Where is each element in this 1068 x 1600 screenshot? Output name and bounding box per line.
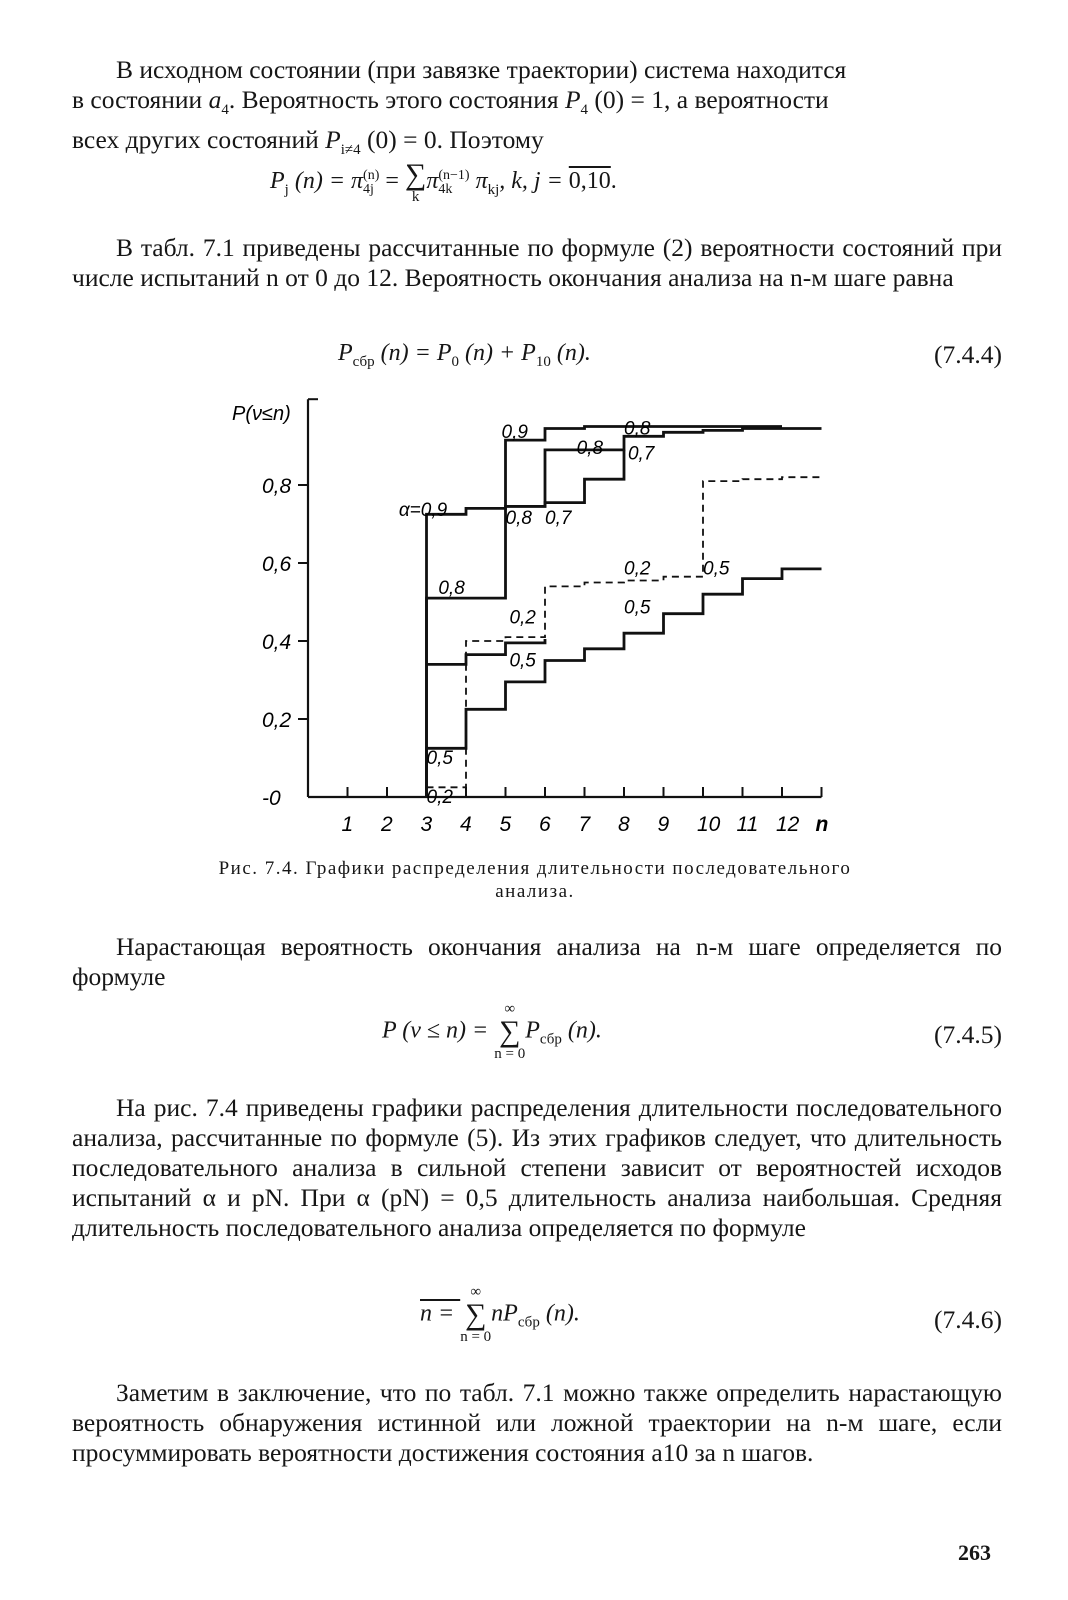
x-tick-label: 5: [499, 813, 512, 836]
formula-symbol: P: [338, 340, 353, 366]
subscript: 10: [535, 353, 551, 370]
formula-text: .: [610, 168, 617, 195]
formula-pj: [270, 160, 617, 205]
formula-psbr: [338, 340, 591, 371]
x-tick-label: 6: [539, 813, 551, 836]
x-tick-label: 1: [341, 813, 354, 836]
paragraph-figure-discussion: На рис. 7.4 приведены графики распределения длительности последовательного анализа, рассчитанные по формуле (5). Из этих графиков следует, что длительность последовательного анализа в сильной степени зависит от вероятностей исходов испытаний α и pN. При α (pN) = 0,5 длительность анализа наибольшая. Средняя длительность последовательного анализа определяется по формуле: [72, 1093, 1002, 1242]
symbol-a: a: [208, 85, 222, 114]
formula-mean-length: [420, 1285, 580, 1345]
subscript: 4: [221, 102, 229, 119]
sum-sign: ∞ ∑ n = 0: [494, 1001, 526, 1062]
subscript: j: [284, 181, 289, 198]
caption-line: анализа.: [495, 881, 575, 902]
formula-text: (n) = π: [288, 168, 364, 195]
formula-symbol: nP: [491, 1300, 518, 1327]
x-tick-label: 4: [460, 813, 472, 836]
equation-number: (7.4.5): [934, 1020, 1002, 1049]
formula-text: , k, j =: [499, 168, 569, 195]
x-tick-label: 11: [736, 813, 759, 836]
text-line: (0) = 0. Поэтому: [360, 125, 544, 155]
formula-symbol: P: [270, 168, 285, 195]
curve-label: α=0,9: [398, 500, 448, 522]
sum-upper: ∞: [470, 1284, 482, 1300]
y-tick-label: 0,8: [262, 475, 292, 498]
caption-line: Рис. 7.4. Графики распределения длительности последовательного: [218, 858, 852, 879]
curve-label: 0,9: [501, 422, 528, 444]
subscript: 4: [580, 102, 589, 119]
x-tick-label: 7: [578, 813, 591, 836]
y-tick-labels: [262, 475, 292, 810]
curve-label: 0,5: [509, 650, 536, 672]
x-tick-label: n: [815, 813, 829, 836]
y-tick-label: 0,6: [262, 553, 292, 576]
paragraph-cumulative: Нарастающая вероятность окончания анализа на n-м шаге определяется по формуле: [72, 932, 1002, 991]
sum-lower: k: [411, 189, 420, 205]
formula-text: (n) = P: [374, 340, 452, 366]
superscript: (n): [363, 167, 380, 183]
subscript: сбр: [517, 1314, 540, 1331]
subscript: kj: [487, 181, 500, 198]
formula-symbol: π: [469, 168, 488, 195]
x-tick-label: 8: [618, 813, 630, 836]
subscript: сбр: [539, 1031, 562, 1048]
text-line: (0) = 1, а вероятности: [588, 85, 829, 114]
x-tick-labels: [342, 813, 829, 836]
paragraph-initial-state: [72, 55, 1002, 165]
subscript: сбр: [352, 353, 375, 370]
equation-number: (7.4.6): [934, 1305, 1002, 1334]
curve-label: 0,2: [624, 558, 651, 580]
y-tick-label: -0: [262, 787, 281, 810]
symbol-p: P: [325, 125, 341, 155]
step-chart: [0, 385, 1068, 845]
formula-text: n =: [420, 1300, 461, 1327]
paragraph-conclusion: Заметим в заключение, что по табл. 7.1 можно также определить нарастающую вероятность обнаружения истинной или ложной траектории на n-м шаге, если просуммировать вероятности достижения состояния a10 за n шагов.: [72, 1378, 1002, 1467]
curve-label: 0,8: [505, 508, 532, 529]
axes: [298, 399, 822, 797]
x-tick-label: 2: [381, 813, 393, 836]
x-tick-label: 9: [657, 813, 670, 836]
subscript: 4j: [363, 181, 374, 197]
y-tick-label: 0,2: [262, 709, 292, 732]
formula-text: (n).: [550, 340, 591, 366]
formula-symbol: π: [426, 168, 439, 195]
symbol-p: P: [564, 85, 581, 114]
formula-text: (n) + P: [459, 340, 536, 366]
formula-text: P (ν ≤ n) =: [382, 1017, 495, 1044]
y-axis-label: P(ν≤n): [232, 403, 291, 425]
subscript: 0: [451, 353, 459, 370]
curve-label: 0,5: [426, 747, 453, 769]
text-line: всех других состояний: [72, 125, 326, 155]
curve-label: 0,8: [576, 437, 604, 459]
curve-label: 0,8: [438, 578, 465, 600]
curve-label: 0,5: [624, 597, 651, 619]
sum-lower: n = 0: [494, 1046, 526, 1062]
x-tick-label: 10: [697, 813, 721, 836]
text-line: в состоянии: [72, 85, 209, 114]
sum-sign: ∑ k: [404, 158, 427, 205]
superscript: (n−1): [438, 167, 470, 183]
figure-caption: [130, 857, 940, 903]
equation-number: (7.4.4): [934, 340, 1002, 369]
subscript: i≠4: [340, 142, 361, 159]
sum-sign: ∞ ∑ n = 0: [460, 1284, 492, 1345]
y-tick-label: 0,4: [262, 631, 292, 654]
x-tick-label: 3: [420, 813, 433, 836]
curve-label: 0,5: [703, 558, 730, 580]
subscript: 4k: [438, 181, 453, 197]
curve-label: 0,7: [545, 508, 572, 529]
sum-upper: ∞: [504, 1001, 516, 1017]
curve-label: 0,2: [426, 786, 453, 808]
x-tick-label: 12: [776, 813, 800, 836]
formula-text: =: [379, 168, 405, 195]
formula-text: (n).: [561, 1017, 602, 1044]
sum-lower: n = 0: [460, 1329, 492, 1345]
formula-text: (n).: [539, 1300, 580, 1327]
formula-cumulative: [382, 1002, 602, 1062]
series-line: [506, 450, 625, 507]
series-line: [427, 427, 783, 798]
curve-label: 0,7: [627, 443, 655, 465]
formula-symbol: P: [525, 1017, 540, 1044]
text-line: . Вероятность этого состояния: [228, 85, 565, 114]
text-line: В исходном состоянии (при завязке траектории) система находится: [116, 55, 847, 84]
curve-label: 0,8: [624, 418, 651, 440]
paragraph-table-reference: В табл. 7.1 приведены рассчитанные по формуле (2) вероятности состояний при числе испытаний n от 0 до 12. Вероятность окончания анализа на n-м шаге равна: [72, 233, 1002, 292]
overlined-range: 0,10: [568, 168, 611, 195]
curve-label: 0,2: [509, 607, 536, 629]
page-number: 263: [958, 1540, 991, 1565]
